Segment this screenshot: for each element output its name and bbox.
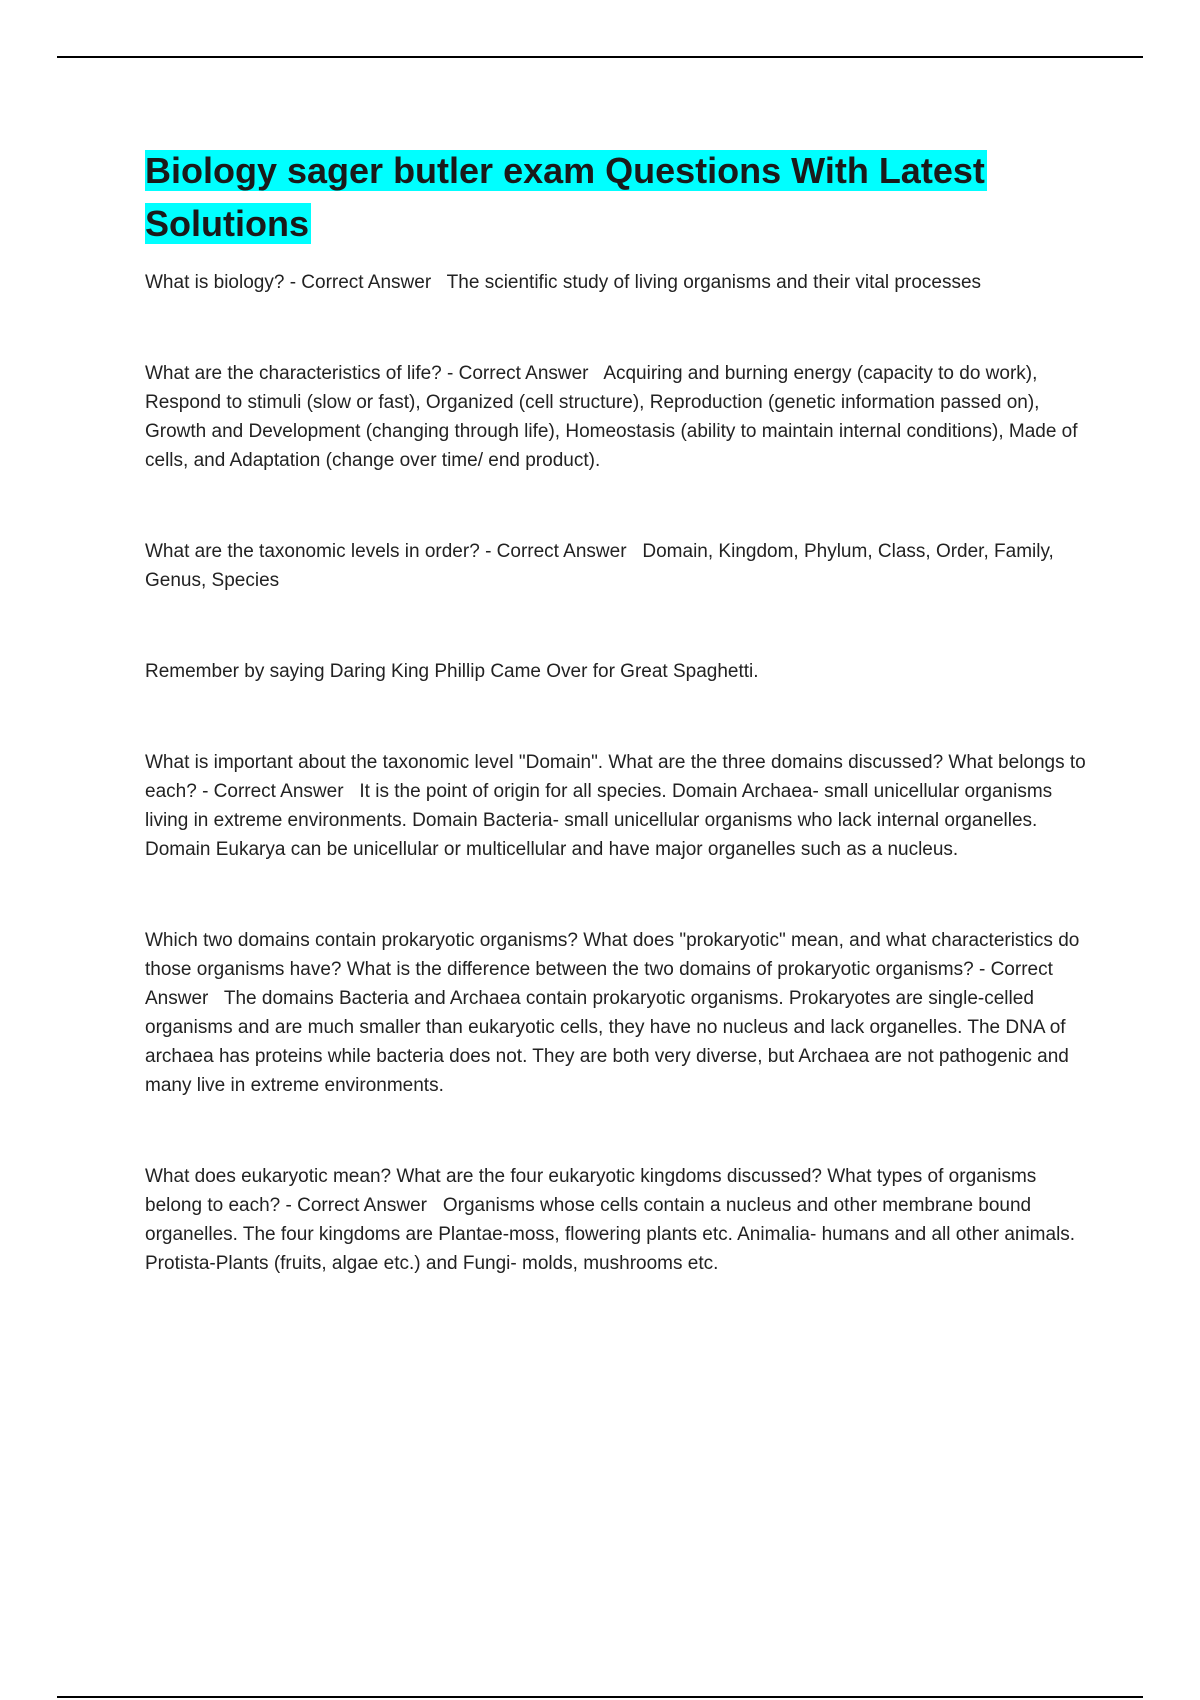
qa-entry-6	[145, 1162, 1095, 1278]
mnemonic-note: Remember by saying Daring King Phillip Came Over for Great Spaghetti.	[145, 661, 759, 682]
answer-text: It is the point of origin for all species. Domain Archaea- small unicellular organisms living in extreme environments. Domain Bacteria- small unicellular organisms who lack internal organelles. Domain Eukarya can be unicellular or multicellular and have major organelles such as a nucleus.	[145, 781, 1053, 860]
qa-entry-5	[145, 926, 1095, 1100]
question-text: What is biology?	[145, 272, 285, 293]
answer-text: Acquiring and burning energy (capacity to do work), Respond to stimuli (slow or fast), Organized (cell structure), Reproduction (genetic information passed on), Growth and Development (changing through life), Homeostasis (ability to maintain internal conditions), Made of cells, and Adaptation (change over time/ end product).	[145, 363, 1078, 471]
title-highlight: Biology sager butler exam Questions With Latest Solutions	[145, 150, 985, 244]
question-text: What are the characteristics of life?	[145, 363, 442, 384]
answer-marker: - Correct Answer	[145, 959, 1053, 1009]
document-title	[145, 144, 1095, 250]
document-body	[145, 144, 1095, 1278]
page-bottom-rule	[57, 1696, 1143, 1698]
page-top-rule	[57, 56, 1143, 58]
answer-text: The domains Bacteria and Archaea contain prokaryotic organisms. Prokaryotes are single-celled organisms and are much smaller than eukaryotic cells, they have no nucleus and lack organelles. The DNA of archaea has proteins while bacteria does not. They are both very diverse, but Archaea are not pathogenic and many live in extreme environments.	[145, 988, 1069, 1096]
qa-entry-1	[145, 268, 1095, 297]
answer-text: The scientific study of living organisms and their vital processes	[446, 272, 982, 293]
question-text: What are the taxonomic levels in order?	[145, 541, 480, 562]
answer-marker: - Correct Answer	[447, 363, 589, 384]
qa-entry-4	[145, 748, 1095, 864]
question-text: What does eukaryotic mean? What are the four eukaryotic kingdoms discussed? What types of organisms belong to each?	[145, 1166, 1037, 1216]
question-text: What is important about the taxonomic level "Domain". What are the three domains discussed? What belongs to each?	[145, 752, 1086, 802]
answer-marker: - Correct Answer	[485, 541, 627, 562]
answer-marker: - Correct Answer	[202, 781, 344, 802]
question-text: Which two domains contain prokaryotic organisms? What does "prokaryotic" mean, and what characteristics do those organisms have? What is the difference between the two domains of prokaryotic organisms?	[145, 930, 1080, 980]
qa-entry-2	[145, 359, 1095, 475]
answer-text: Domain, Kingdom, Phylum, Class, Order, Family, Genus, Species	[145, 541, 1054, 591]
answer-marker: - Correct Answer	[289, 272, 432, 293]
answer-marker: - Correct Answer	[285, 1195, 427, 1216]
answer-text: Organisms whose cells contain a nucleus and other membrane bound organelles. The four kingdoms are Plantae-moss, flowering plants etc. Animalia- humans and all other animals. Protista-Plants (fruits, algae etc.) and Fungi- molds, mushrooms etc.	[145, 1195, 1076, 1274]
qa-entry-3	[145, 537, 1095, 595]
